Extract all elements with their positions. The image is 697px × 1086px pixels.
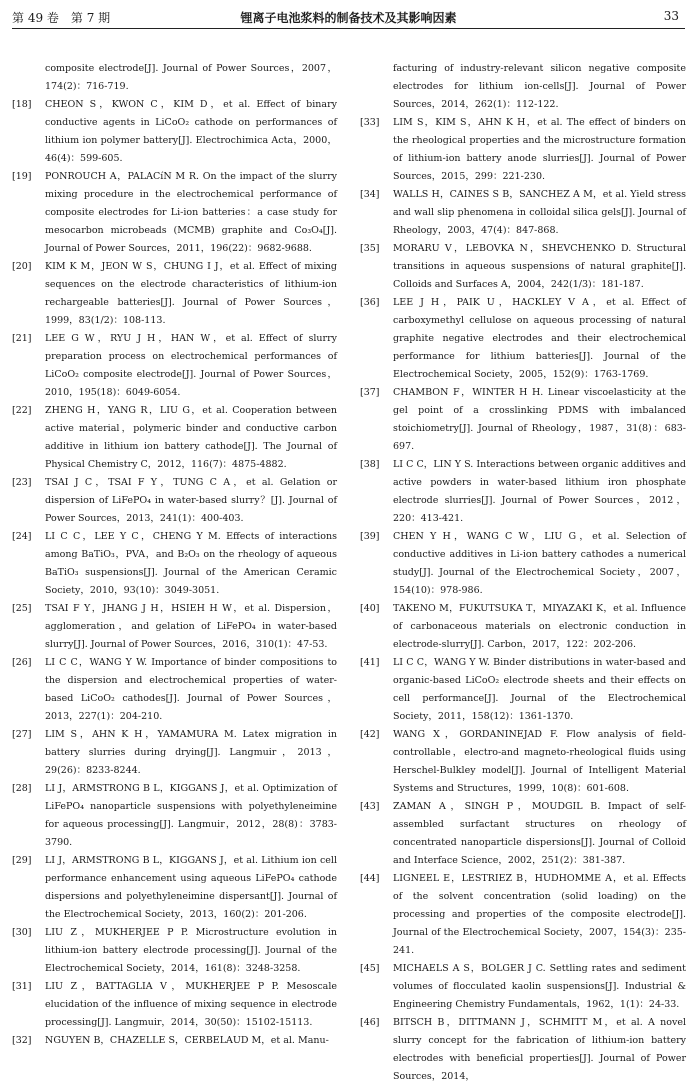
- reference-entry: [12, 258, 337, 330]
- reference-number: [36]: [360, 297, 380, 308]
- reference-number: [26]: [12, 657, 32, 668]
- reference-text: MICHAELS A S，BOLGER J C. Settling rates and sediment volumes of flocculated kaolin suspensions[J]. Industrial & Engineering Chemistry Fundamentals，1962，1(1)：24-33.: [393, 963, 686, 1010]
- reference-number: [32]: [12, 1035, 32, 1046]
- reference-text: TSAI F Y，JHANG J H，HSIEH H W，et al. Dispersion，agglomeration，and gelation of LiFePO₄ in water-based slurry[J]. Journal of Power Sources，2016，310(1)：47-53.: [45, 603, 337, 650]
- reference-entry: [360, 114, 686, 186]
- reference-text: LEE G W，RYU J H，HAN W，et al. Effect of slurry preparation process on electrochemical performances of LiCoO₂ composite electrode[J]. Journal of Power Sources，2010，195(18)：6049-6054.: [45, 333, 337, 398]
- reference-number: [35]: [360, 243, 380, 254]
- reference-text: facturing of industry-relevant silicon negative composite electrodes for lithium ion-cells[J]. Journal of Power Sources，2014，262(1)：112-122.: [393, 63, 686, 110]
- reference-number: [31]: [12, 981, 32, 992]
- reference-entry: [360, 294, 686, 384]
- reference-number: [41]: [360, 657, 380, 668]
- reference-number: [23]: [12, 477, 32, 488]
- reference-entry: [360, 654, 686, 726]
- reference-entry: [12, 654, 337, 726]
- reference-text: LIGNEEL E，LESTRIEZ B，HUDHOMME A，et al. Effects of the solvent concentration (solid loading) on the processing and properties of the composite electrode[J]. Journal of the Electrochemical Society，2007，154(3)：235-241.: [393, 873, 686, 956]
- reference-text: LIM S，KIM S，AHN K H，et al. The effect of binders on the rheological properties and the microstructure formation of lithium-ion battery anode slurries[J]. Journal of Power Sources，2015，299：221-230.: [393, 117, 686, 182]
- reference-text: WANG X，GORDANINEJAD F. Flow analysis of field-controllable，electro-and magneto-rheological fluids using Herschel-Bulkley model[J]. Journal of Intelligent Material Systems and Structures，1999，10(8)：601-608.: [393, 729, 686, 794]
- reference-text: LIU Z，MUKHERJEE P P. Microstructure evolution in lithium-ion battery electrode processing[J]. Journal of the Electrochemical Society，2014，161(8)：3248-3258.: [45, 927, 337, 974]
- reference-number: [40]: [360, 603, 380, 614]
- reference-entry: [360, 528, 686, 600]
- reference-text: LIU Z，BATTAGLIA V，MUKHERJEE P P. Mesoscale elucidation of the influence of mixing sequence in electrode processing[J]. Langmuir，2014，30(50)：15102-15113.: [45, 981, 337, 1028]
- reference-entry: [12, 978, 337, 1032]
- reference-entry: [12, 60, 337, 96]
- reference-entry: [12, 924, 337, 978]
- reference-text: CHEN Y H，WANG C W，LIU G，et al. Selection of conductive additives in Li-ion battery cathodes a numerical study[J]. Journal of the Electrochemical Society，2007，154(10)：978-986.: [393, 531, 686, 596]
- reference-text: LI C C，WANG Y W. Binder distributions in water-based and organic-based LiCoO₂ electrode sheets and their effects on cell performance[J]. Journal of the Electrochemical Society，2011，158(12)：1361-1370.: [393, 657, 686, 722]
- reference-number: [37]: [360, 387, 380, 398]
- reference-number: [21]: [12, 333, 32, 344]
- reference-number: [45]: [360, 963, 380, 974]
- reference-text: LI C C，LIN Y S. Interactions between organic additives and active powders in water-based lithium iron phosphate electrode slurries[J]. Journal of Power Sources，2012，220：413-421.: [393, 459, 686, 524]
- reference-text: ZHENG H，YANG R，LIU G，et al. Cooperation between active material，polymeric binder and conductive carbon additive in lithium ion battery cathode[J]. The Journal of Physical Chemistry C，2012，116(7)：4875-4882.: [45, 405, 337, 470]
- reference-entry: [360, 186, 686, 240]
- reference-text: LEE J H，PAIK U，HACKLEY V A，et al. Effect of carboxymethyl cellulose on aqueous processing of natural graphite negative electrodes and their electrochemical performance for lithium batteries[J]. Journal of the Electrochemical Society，2005，152(9)：1763-1769.: [393, 297, 686, 380]
- reference-entry: [360, 240, 686, 294]
- reference-number: [30]: [12, 927, 32, 938]
- reference-text: MORARU V，LEBOVKA N，SHEVCHENKO D. Structural transitions in aqueous suspensions of natural graphite[J]. Colloids and Surfaces A，2004，242(1/3)：181-187.: [393, 243, 686, 290]
- reference-number: [22]: [12, 405, 32, 416]
- reference-entry: [12, 168, 337, 258]
- running-header: [12, 6, 685, 28]
- reference-text: CHEON S，KWON C，KIM D，et al. Effect of binary conductive agents in LiCoO₂ cathode on performances of lithium ion polymer battery[J]. Electrochimica Acta，2000，46(4)：599-605.: [45, 99, 337, 164]
- references-left-column: [12, 60, 337, 1050]
- reference-entry: [12, 1032, 337, 1050]
- reference-number: [34]: [360, 189, 380, 200]
- reference-text: WALLS H，CAINES S B，SANCHEZ A M，et al. Yield stress and wall slip phenomena in colloidal silica gels[J]. Journal of Rheology，2003，47(4)：847-868.: [393, 189, 686, 236]
- reference-entry: [360, 1014, 686, 1086]
- reference-entry: [360, 60, 686, 114]
- reference-number: [44]: [360, 873, 380, 884]
- reference-text: LI C C，WANG Y W. Importance of binder compositions to the dispersion and electrochemical properties of water-based LiCoO₂ cathodes[J]. Journal of Power Sources，2013，227(1)：204-210.: [45, 657, 337, 722]
- reference-entry: [12, 402, 337, 474]
- reference-entry: [12, 600, 337, 654]
- reference-number: [42]: [360, 729, 380, 740]
- reference-number: [39]: [360, 531, 380, 542]
- reference-entry: [360, 384, 686, 456]
- reference-entry: [12, 96, 337, 168]
- reference-text: LIM S，AHN K H，YAMAMURA M. Latex migration in battery slurries during drying[J]. Langmuir，2013，29(26)：8233-8244.: [45, 729, 337, 776]
- reference-entry: [12, 780, 337, 852]
- reference-number: [33]: [360, 117, 380, 128]
- volume-issue: 第 49 卷 第 7 期: [12, 11, 111, 25]
- reference-entry: [360, 870, 686, 960]
- reference-number: [25]: [12, 603, 32, 614]
- reference-number: [28]: [12, 783, 32, 794]
- reference-entry: [12, 330, 337, 402]
- reference-number: [27]: [12, 729, 32, 740]
- journal-running-title: 锂离子电池浆料的制备技术及其影响因素: [240, 11, 457, 25]
- reference-text: CHAMBON F，WINTER H H. Linear viscoelasticity at the gel point of a crosslinking PDMS with imbalanced stoichiometry[J]. Journal of Rheology，1987，31(8)：683-697.: [393, 387, 686, 452]
- reference-text: PONROUCH A，PALACíN M R. On the impact of the slurry mixing procedure in the electrochemical performance of composite electrodes for Li-ion batteries：a case study for mesocarbon microbeads (MCMB) graphite and Co₃O₄[J]. Journal of Power Sources，2011，196(22)：9682-9688.: [45, 171, 337, 254]
- header-rule: [12, 28, 685, 29]
- reference-entry: [360, 456, 686, 528]
- reference-number: [46]: [360, 1017, 380, 1028]
- reference-text: TSAI J C，TSAI F Y，TUNG C A，et al. Gelation or dispersion of LiFePO₄ in water-based slurry？[J]. Journal of Power Sources，2013，241(1)：400-403.: [45, 477, 337, 524]
- reference-entry: [360, 726, 686, 798]
- reference-number: [18]: [12, 99, 32, 110]
- reference-entry: [12, 726, 337, 780]
- reference-text: LI C C，LEE Y C，CHENG Y M. Effects of interactions among BaTiO₃，PVA，and B₂O₃ on the rheology of aqueous BaTiO₃ suspensions[J]. Journal of the American Ceramic Society，2010，93(10)：3049-3051.: [45, 531, 337, 596]
- reference-entry: [12, 528, 337, 600]
- reference-text: NGUYEN B，CHAZELLE S，CERBELAUD M，et al. Manu-: [45, 1035, 329, 1046]
- reference-text: TAKENO M，FUKUTSUKA T，MIYAZAKI K，et al. Influence of carbonaceous materials on electronic conduction in electrode-slurry[J]. Carbon，2017，122：202-206.: [393, 603, 686, 650]
- reference-entry: [360, 798, 686, 870]
- reference-text: ZAMAN A，SINGH P，MOUDGIL B. Impact of self-assembled surfactant structures on rheology of concentrated nanoparticle dispersions[J]. Journal of Colloid and Interface Science，2002，251(2)：381-387.: [393, 801, 686, 866]
- reference-text: KIM K M，JEON W S，CHUNG I J，et al. Effect of mixing sequences on the electrode characteristics of lithium-ion rechargeable batteries[J]. Journal of Power Sources，1999，83(1/2)：108-113.: [45, 261, 337, 326]
- reference-number: [29]: [12, 855, 32, 866]
- reference-entry: [12, 474, 337, 528]
- reference-number: [19]: [12, 171, 32, 182]
- reference-text: LI J，ARMSTRONG B L，KIGGANS J，et al. Optimization of LiFePO₄ nanoparticle suspensions with polyethyleneimine for aqueous processing[J]. Langmuir，2012，28(8)：3783-3790.: [45, 783, 337, 848]
- reference-entry: [360, 600, 686, 654]
- reference-text: BITSCH B，DITTMANN J，SCHMITT M，et al. A novel slurry concept for the fabrication of lithium-ion battery electrodes with beneficial properties[J]. Journal of Power Sources，2014，: [393, 1017, 686, 1082]
- reference-number: [38]: [360, 459, 380, 470]
- reference-entry: [360, 960, 686, 1014]
- reference-number: [43]: [360, 801, 380, 812]
- reference-text: LI J，ARMSTRONG B L，KIGGANS J，et al. Lithium ion cell performance enhancement using aqueous LiFePO₄ cathode dispersions and polyethyleneimine dispersant[J]. Journal of the Electrochemical Society，2013，160(2)：201-206.: [45, 855, 337, 920]
- reference-text: composite electrode[J]. Journal of Power Sources，2007，174(2)：716-719.: [45, 63, 337, 92]
- reference-number: [20]: [12, 261, 32, 272]
- references-right-column: [360, 60, 686, 1086]
- page-number: 33: [663, 9, 679, 23]
- reference-number: [24]: [12, 531, 32, 542]
- reference-entry: [12, 852, 337, 924]
